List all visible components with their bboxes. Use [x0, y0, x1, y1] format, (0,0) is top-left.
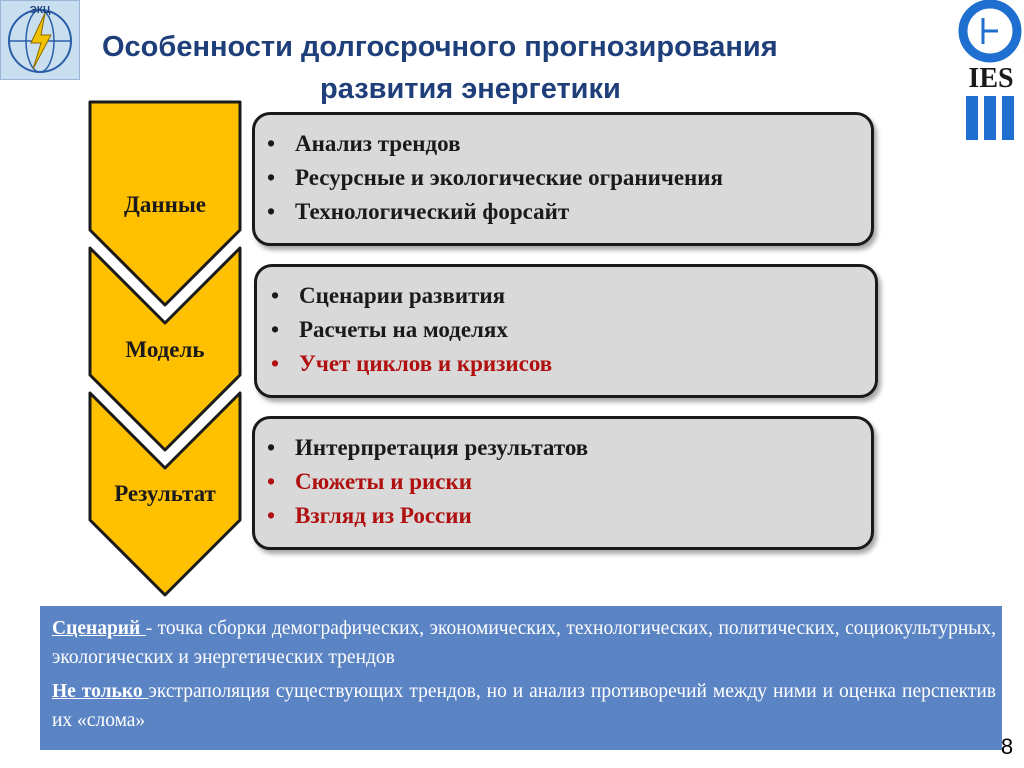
note-text-2: экстраполяция существующих трендов, но и анализ противоречий между ними и оценка перспектив их «слома»: [52, 681, 996, 731]
list-item-text: Сюжеты и риски: [295, 469, 472, 494]
bullet-icon: •: [267, 503, 276, 528]
list-item-text: Технологический форсайт: [295, 199, 570, 224]
scenario-note: [40, 606, 1002, 750]
stage-box-data: [252, 112, 874, 246]
list-item: [267, 431, 871, 465]
list-item-text: Интерпретация результатов: [295, 435, 589, 460]
list-item: [267, 499, 871, 533]
ies-logo: [958, 0, 1024, 145]
bullet-icon: •: [271, 283, 280, 308]
bullet-icon: •: [267, 199, 276, 224]
ies-logo-text: IES: [968, 63, 1014, 94]
list-item: [267, 161, 871, 195]
bullet-icon: •: [267, 469, 276, 494]
page-title: [90, 26, 920, 110]
bullet-icon: •: [271, 351, 280, 376]
stage-label-data: Данные: [124, 192, 206, 217]
note-paragraph-2: [52, 677, 996, 735]
page-title-line-2: развития энергетики: [320, 73, 621, 105]
bullet-icon: •: [267, 131, 276, 156]
clock-hands-icon: [983, 18, 998, 44]
list-item: [271, 347, 875, 381]
list-item-text: Сценарии развития: [299, 283, 506, 308]
bullet-icon: •: [267, 435, 276, 460]
bullet-icon: •: [271, 317, 280, 342]
list-item: [271, 313, 875, 347]
list-item-text: Учет циклов и кризисов: [299, 351, 553, 376]
page-number: 8: [1000, 734, 1014, 759]
stage-box-model: [254, 264, 878, 398]
list-item: [267, 127, 871, 161]
list-item: [267, 465, 871, 499]
page-title-line-1: Особенности долгосрочного прогнозирования: [102, 31, 778, 63]
note-paragraph-1: [52, 614, 996, 672]
list-item: [267, 195, 871, 229]
stage-box-result: [252, 416, 874, 550]
list-item-text: Взгляд из России: [295, 503, 472, 528]
lightning-icon: [31, 13, 51, 69]
stage-label-model: Модель: [125, 337, 205, 362]
ekc-logo: [0, 0, 80, 80]
list-item-text: Анализ трендов: [295, 131, 461, 156]
note-term-scenario: Сценарий: [52, 618, 146, 639]
stage-label-result: Результат: [114, 481, 216, 506]
bullet-icon: •: [267, 165, 276, 190]
note-term-not-only: Не только: [52, 681, 149, 702]
ekc-logo-text: ЭКЦ: [29, 5, 51, 16]
list-item-text: Ресурсные и экологические ограничения: [295, 165, 723, 190]
ekc-logo-graphic: [1, 1, 79, 79]
note-text-1: - точка сборки демографических, экономических, технологических, политических, социокультурных, экологических и энергетических трендов: [52, 618, 996, 668]
list-item-text: Расчеты на моделях: [299, 317, 508, 342]
list-item: [271, 279, 875, 313]
ies-logo-graphic: [958, 0, 1024, 145]
